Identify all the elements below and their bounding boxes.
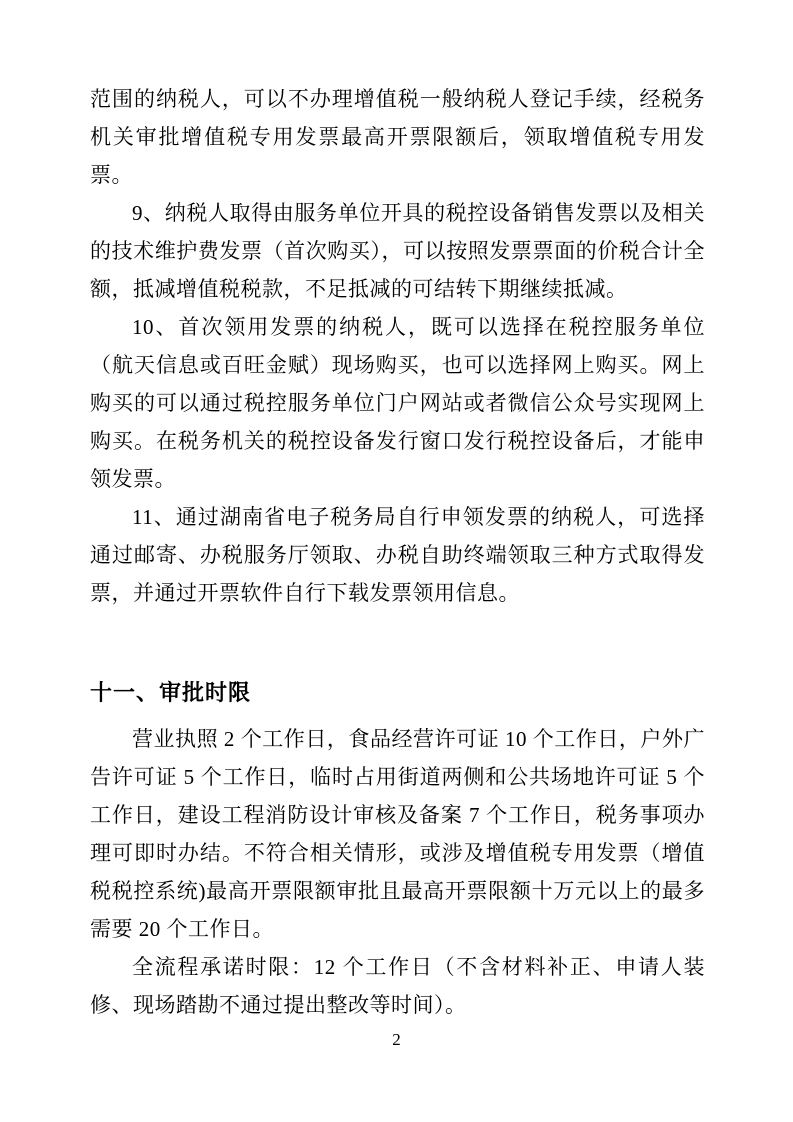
paragraph-promise-time: 全流程承诺时限：12 个工作日（不含材料补正、申请人装修、现场踏勘不通过提出整改等时间）。 <box>90 955 705 1017</box>
paragraph-item-10: 10、首次领用发票的纳税人，既可以选择在税控服务单位（航天信息或百旺金赋）现场购买，也可以选择网上购买。网上购买的可以通过税控服务单位门户网站或者微信公众号实现网上购买。在税务机关的税控设备发行窗口发行税控设备后，才能申领发票。 <box>90 315 705 491</box>
document-body <box>90 80 705 1024</box>
page-number: 2 <box>392 1030 401 1049</box>
paragraph-item-11: 11、通过湖南省电子税务局自行申领发票的纳税人，可选择通过邮寄、办税服务厅领取、办税自助终端领取三种方式取得发票，并通过开票软件自行下载发票领用信息。 <box>90 505 705 605</box>
paragraph-item-9: 9、纳税人取得由服务单位开具的税控设备销售发票以及相关的技术维护费发票（首次购买），可以按照发票票面的价税合计全额，抵减增值税税款，不足抵减的可结转下期继续抵减。 <box>90 201 705 301</box>
paragraph-continuation: 范围的纳税人，可以不办理增值税一般纳税人登记手续，经税务机关审批增值税专用发票最高开票限额后，领取增值税专用发票。 <box>90 87 705 187</box>
page-footer <box>0 1030 793 1050</box>
paragraph-approval-time: 营业执照 2 个工作日，食品经营许可证 10 个工作日，户外广告许可证 5 个工作日，临时占用街道两侧和公共场地许可证 5 个工作日，建设工程消防设计审核及备案 7 个工作日，税务事项办理可即时办结。不符合相关情形，或涉及增值税专用发票（增值税税控系统)最高开票限额审批且最高开票限额十万元以上的最多需要 20 个工作日。 <box>90 727 705 941</box>
section-heading: 十一、审批时限 <box>90 680 252 705</box>
